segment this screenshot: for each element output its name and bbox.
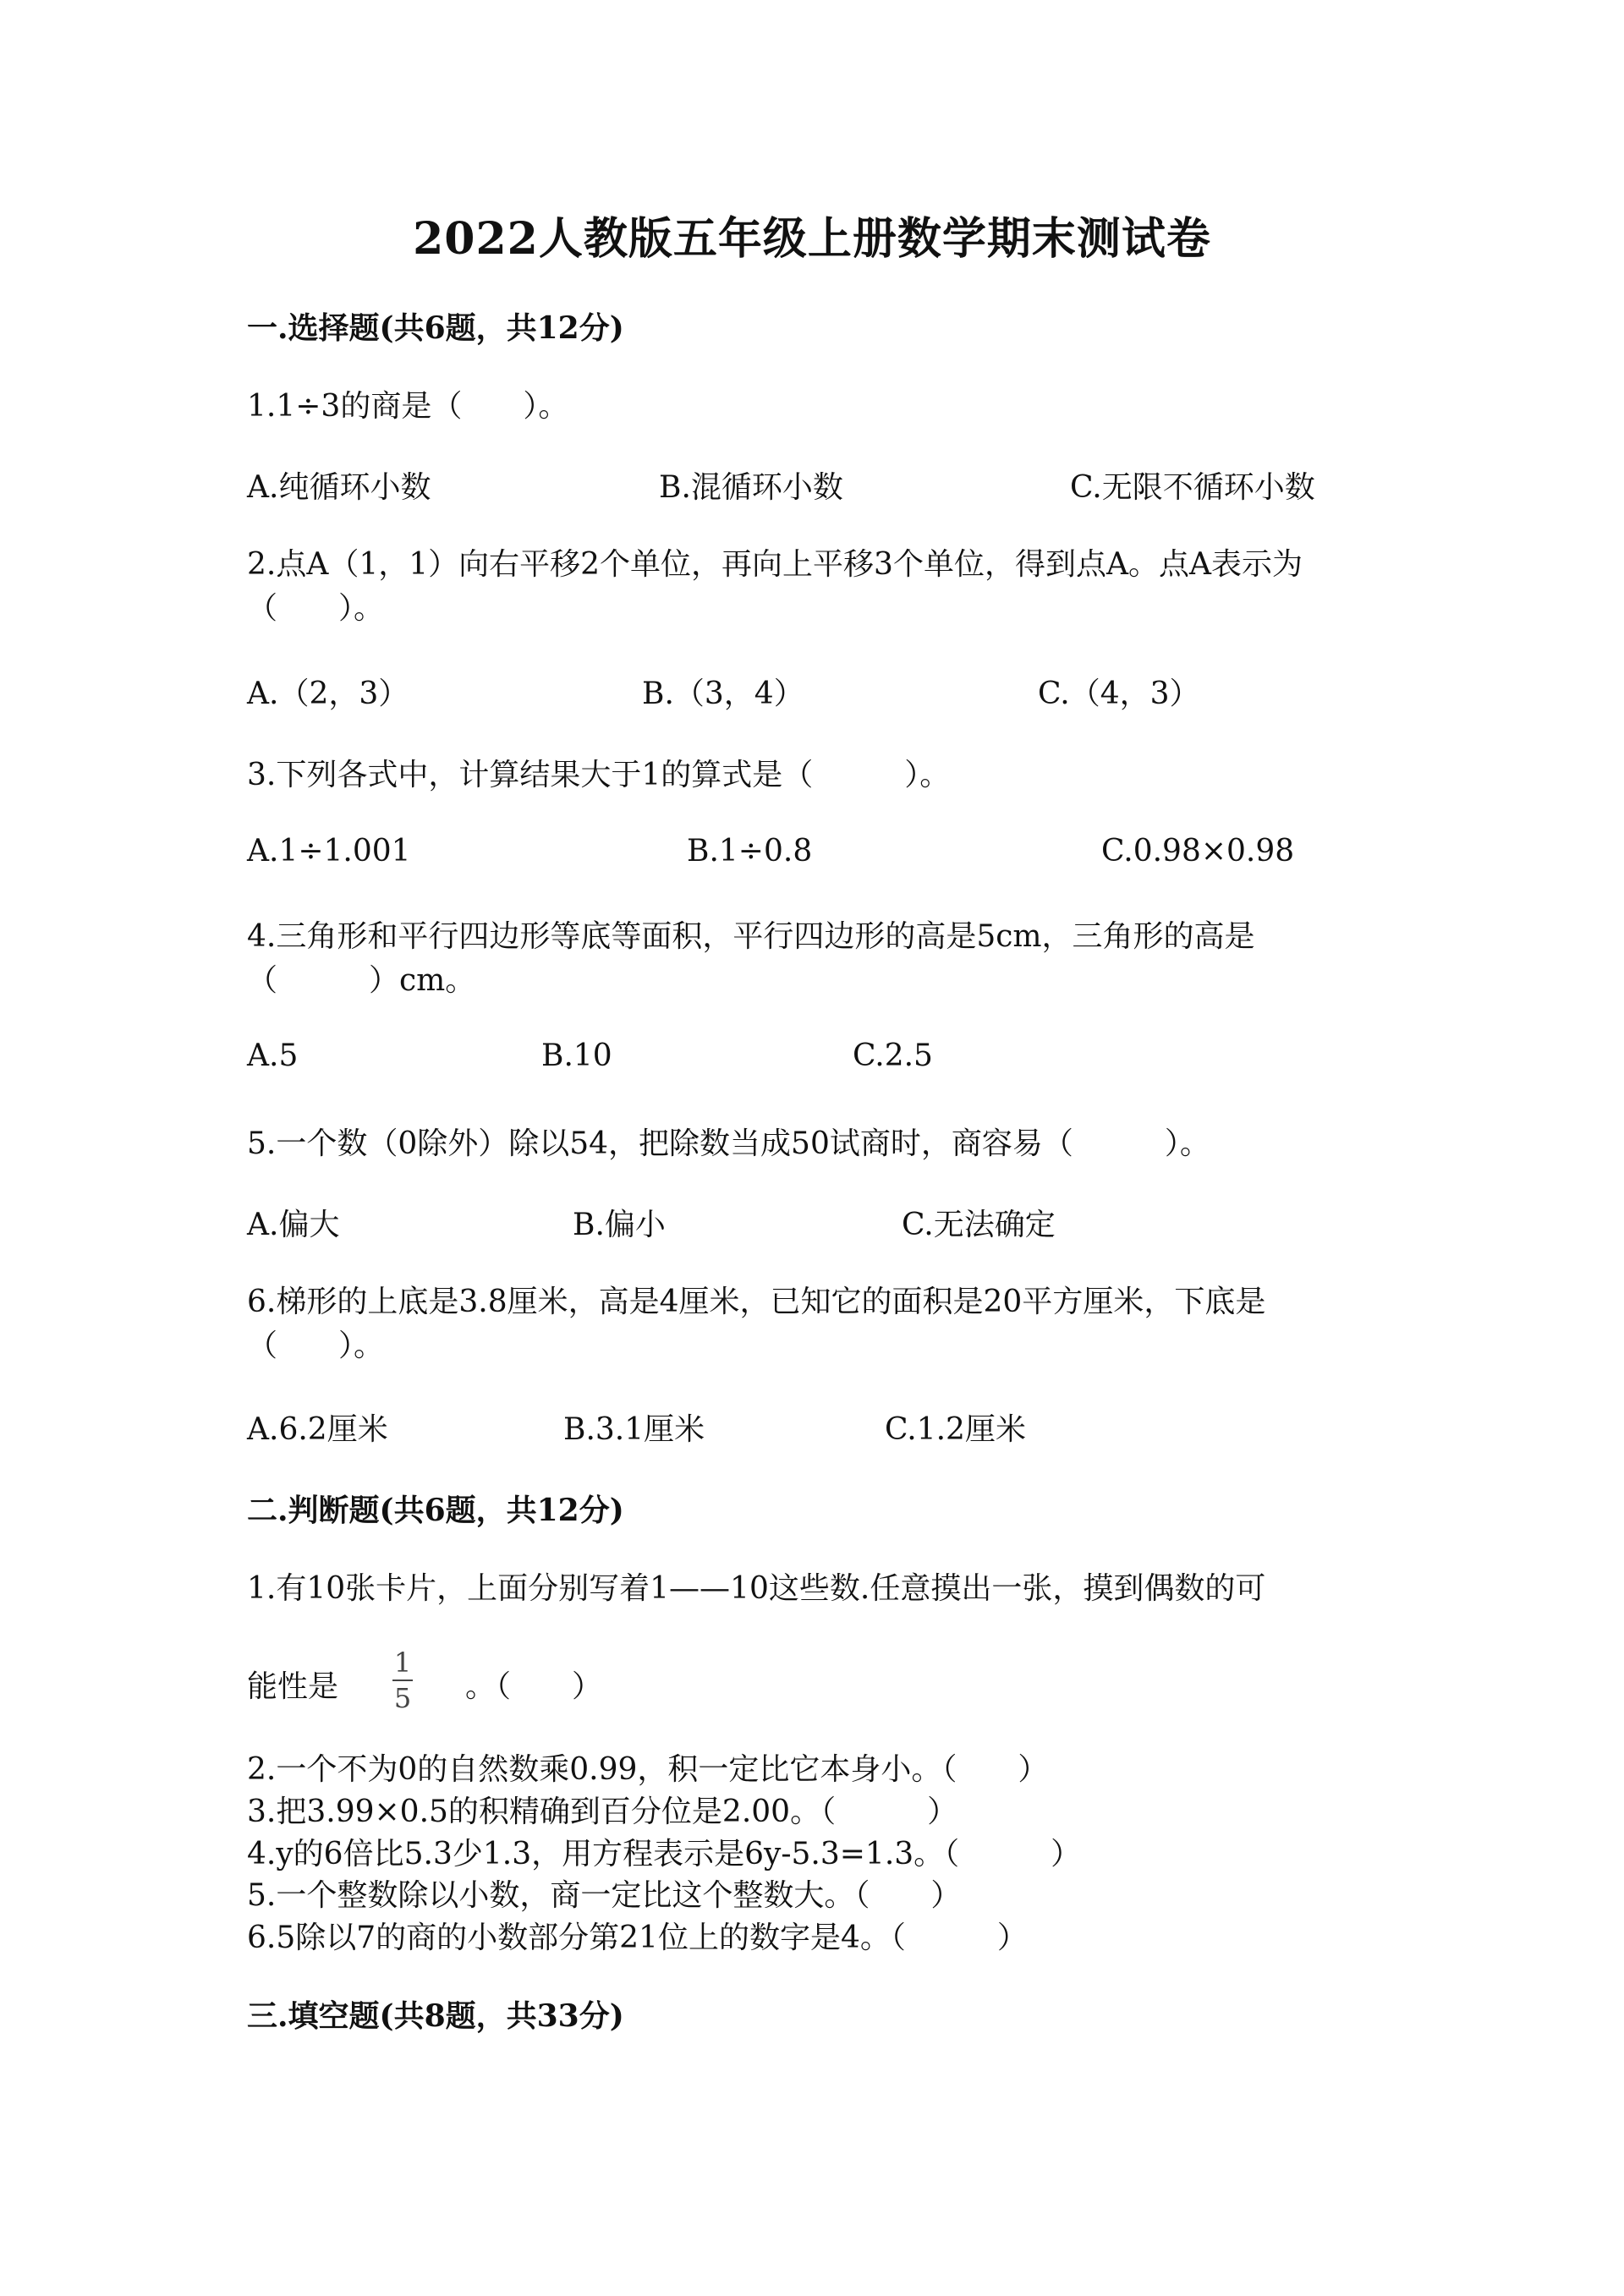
choice-question-3: 3.下列各式中，计算结果大于1的算式是（ ）。 (247, 758, 951, 792)
option-b: B.10 (541, 1038, 612, 1073)
choice-question-1: 1.1÷3的商是（ ）。 (247, 389, 569, 424)
choice-options-3 (247, 834, 1414, 876)
judge-question-3: 3.把3.99×0.5的积精确到百分位是2.00。（ ） (247, 1795, 958, 1829)
section-heading-judge: 二.判断题(共6题，共12分) (247, 1493, 624, 1528)
fraction (392, 1647, 413, 1713)
fraction-numerator: 1 (393, 1647, 412, 1679)
choice-question-2: 2.点A（1，1）向右平移2个单位，再向上平移3个单位，得到点A。点A表示为（ ）。 (247, 547, 1303, 626)
option-c: C.0.98×0.98 (1101, 834, 1295, 869)
choice-options-6 (247, 1406, 1414, 1448)
choice-options-5 (247, 1201, 1414, 1243)
section-heading-fill: 三.填空题(共8题，共33分) (247, 1998, 624, 2034)
judge-question-6: 6.5除以7的商的小数部分第21位上的数字是4。（ ） (247, 1921, 1028, 1955)
option-a: A.6.2厘米 (247, 1412, 388, 1447)
option-a: A.偏大 (247, 1208, 340, 1242)
choice-options-4 (247, 1038, 1414, 1081)
judge-question-1-prefix: 能性是 (247, 1669, 339, 1704)
choice-question-4: 4.三角形和平行四边形等底等面积，平行四边形的高是5cm，三角形的高是（ ）cm。 (247, 919, 1255, 998)
option-c: C.无法确定 (902, 1208, 1056, 1242)
option-c: C.1.2厘米 (885, 1412, 1026, 1447)
option-a: A.纯循环小数 (247, 470, 431, 505)
judge-question-1-line1: 1.有10张卡片，上面分别写着1——10这些数.任意摸出一张，摸到偶数的可 (247, 1571, 1266, 1606)
option-a: A.（2，3） (247, 677, 409, 711)
judge-question-5: 5.一个整数除以小数，商一定比这个整数大。（ ） (247, 1878, 962, 1913)
option-b: B.（3，4） (642, 677, 804, 711)
choice-question-5: 5.一个数（0除外）除以54，把除数当成50试商时，商容易（ ）。 (247, 1126, 1210, 1161)
option-b: B.混循环小数 (659, 470, 843, 505)
option-b: B.3.1厘米 (563, 1412, 705, 1447)
judge-question-4: 4.y的6倍比5.3少1.3，用方程表示是6y-5.3=1.3。（ ） (247, 1837, 1082, 1871)
section-heading-choice: 一.选择题(共6题，共12分) (247, 310, 624, 346)
choice-options-2 (247, 670, 1414, 712)
option-a: A.1÷1.001 (247, 834, 411, 869)
option-c: C.2.5 (853, 1038, 933, 1073)
option-c: C.无限不循环小数 (1070, 470, 1315, 505)
page-title: 2022人教版五年级上册数学期末测试卷 (413, 213, 1211, 265)
choice-options-1 (247, 463, 1414, 506)
option-b: B.偏小 (573, 1208, 666, 1242)
judge-question-1-suffix: 。（ ） (465, 1669, 603, 1704)
option-c: C.（4，3） (1038, 677, 1200, 711)
fraction-denominator: 5 (393, 1682, 412, 1714)
option-b: B.1÷0.8 (687, 834, 813, 869)
judge-question-2: 2.一个不为0的自然数乘0.99，积一定比它本身小。（ ） (247, 1752, 1049, 1787)
fraction-bar (392, 1680, 413, 1681)
option-a: A.5 (247, 1038, 299, 1073)
choice-question-6: 6.梯形的上底是3.8厘米，高是4厘米，已知它的面积是20平方厘米，下底是（ ）。 (247, 1285, 1266, 1363)
